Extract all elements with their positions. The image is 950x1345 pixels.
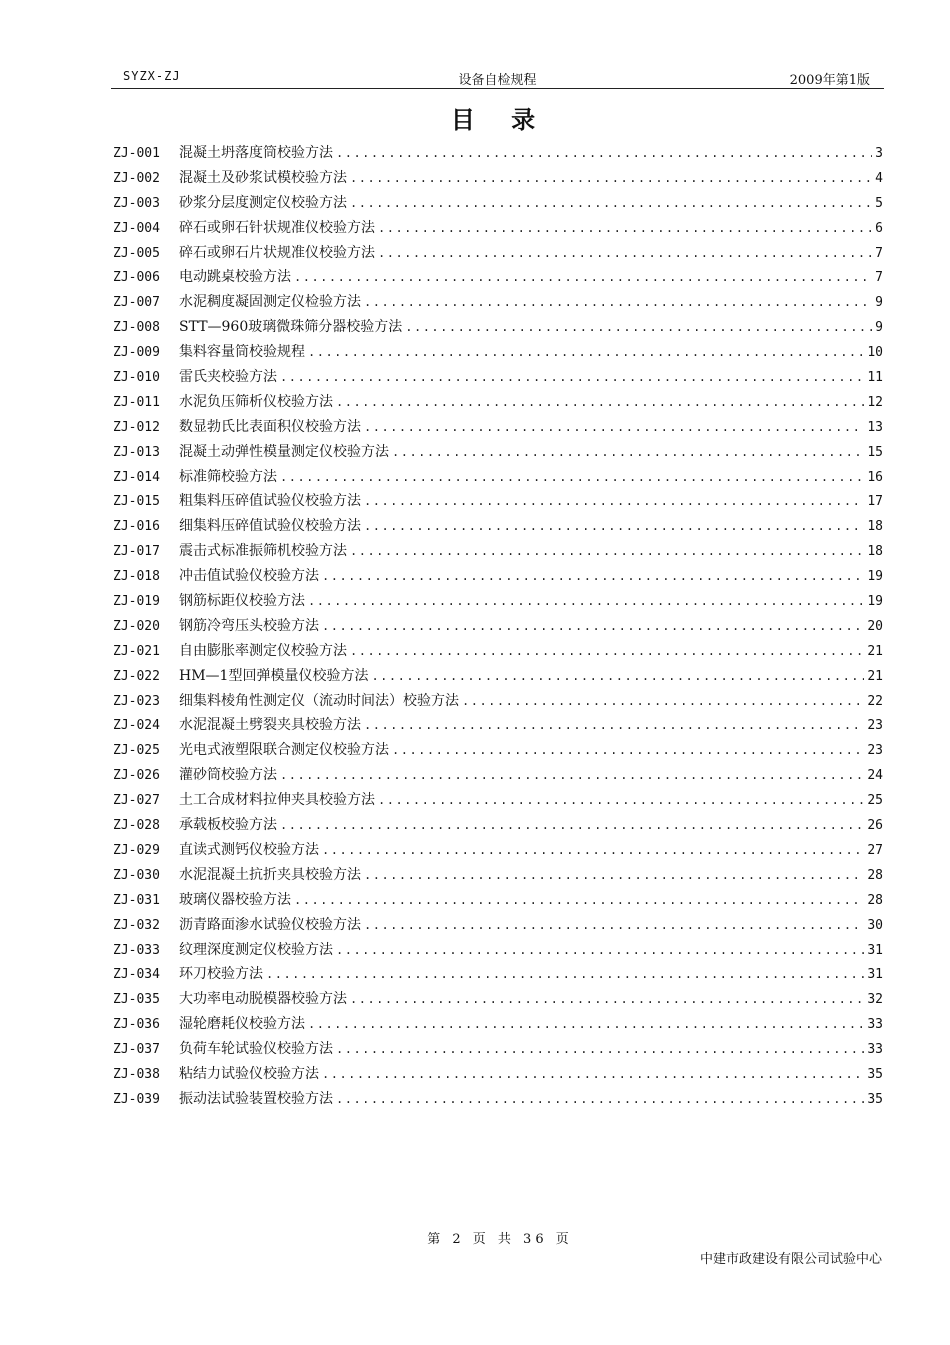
toc-entry[interactable]: [113, 962, 883, 987]
toc-entry-title: 混凝土动弹性模量测定仪校验方法: [179, 443, 389, 460]
toc-entry[interactable]: [113, 888, 883, 913]
toc-entry-code: ZJ-023: [113, 693, 160, 709]
toc-entry-page: 10: [867, 345, 883, 361]
toc-entry-code: ZJ-036: [113, 1017, 160, 1033]
toc-entry[interactable]: [113, 738, 883, 763]
toc-leader-dots: [364, 913, 864, 938]
toc-entry[interactable]: [113, 614, 883, 639]
toc-entry-code: ZJ-025: [113, 743, 160, 759]
toc-entry-code: ZJ-011: [113, 394, 160, 410]
toc-entry-code: ZJ-017: [113, 544, 160, 560]
toc-leader-dots: [336, 390, 864, 415]
toc-entry-title: 震击式标准振筛机校验方法: [179, 543, 347, 560]
toc-entry-code: ZJ-035: [113, 992, 160, 1008]
toc-leader-dots: [378, 241, 872, 266]
toc-entry[interactable]: [113, 1037, 883, 1062]
toc-entry[interactable]: [113, 1062, 883, 1087]
toc-entry-page: 5: [875, 195, 883, 211]
doc-edition: 2009年第1版: [789, 73, 870, 88]
toc-entry[interactable]: [113, 315, 883, 340]
toc-entry-page: 20: [867, 618, 883, 634]
toc-entry-page: 19: [867, 594, 883, 610]
toc-entry-title: 粘结力试验仪校验方法: [179, 1065, 319, 1082]
toc-leader-dots: [364, 489, 864, 514]
toc-entry-title: 砂浆分层度测定仪校验方法: [179, 194, 347, 211]
toc-entry-page: 13: [867, 419, 883, 435]
toc-entry-page: 19: [867, 569, 883, 585]
toc-entry-title: 水泥混凝土劈裂夹具校验方法: [179, 717, 361, 734]
toc-entry[interactable]: [113, 863, 883, 888]
toc-leader-dots: [364, 863, 864, 888]
toc-entry-page: 22: [867, 693, 883, 709]
toc-entry-page: 16: [867, 469, 883, 485]
toc-entry[interactable]: [113, 1012, 883, 1037]
toc-entry-title: 水泥混凝土抗折夹具校验方法: [179, 866, 361, 883]
toc-entry[interactable]: [113, 913, 883, 938]
toc-entry[interactable]: [113, 489, 883, 514]
toc-leader-dots: [322, 838, 864, 863]
toc-entry-page: 6: [875, 220, 883, 236]
toc-entry-title: 混凝土及砂浆试模校验方法: [179, 169, 347, 186]
toc-entry-code: ZJ-022: [113, 668, 160, 684]
organization-name: 中建市政建设有限公司试验中心: [699, 1252, 882, 1267]
toc-entry-title: 直读式测钙仪校验方法: [179, 841, 319, 858]
toc-entry-page: 28: [867, 867, 883, 883]
toc-entry-code: ZJ-020: [113, 618, 160, 634]
toc-leader-dots: [364, 713, 864, 738]
toc-entry-title: 环刀校验方法: [179, 966, 263, 983]
toc-entry[interactable]: [113, 689, 883, 714]
toc-entry-page: 18: [867, 544, 883, 560]
toc-leader-dots: [294, 265, 872, 290]
toc-entry-page: 25: [867, 793, 883, 809]
toc-leader-dots: [350, 166, 872, 191]
toc-entry-title: 碎石或卵石片状规准仪校验方法: [179, 244, 375, 261]
toc-leader-dots: [308, 589, 864, 614]
toc-entry-code: ZJ-018: [113, 569, 160, 585]
toc-entry[interactable]: [113, 564, 883, 589]
toc-entry-code: ZJ-034: [113, 967, 160, 983]
toc-entry-page: 32: [867, 992, 883, 1008]
toc-entry[interactable]: [113, 539, 883, 564]
toc-entry[interactable]: [113, 763, 883, 788]
page-title: 目 录: [450, 106, 550, 134]
toc-leader-dots: [322, 1062, 864, 1087]
toc-entry[interactable]: [113, 465, 883, 490]
page-header: [111, 66, 884, 89]
table-of-contents: [113, 141, 883, 1112]
toc-entry-code: ZJ-010: [113, 370, 160, 386]
toc-entry[interactable]: [113, 340, 883, 365]
toc-entry-title: 承载板校验方法: [179, 817, 277, 834]
toc-entry-title: 灌砂筒校验方法: [179, 767, 277, 784]
toc-entry-title: 粗集料压碎值试验仪校验方法: [179, 493, 361, 510]
toc-entry-title: 混凝土坍落度筒校验方法: [179, 145, 333, 161]
toc-entry-title: 细集料棱角性测定仪（流动时间法）校验方法: [179, 692, 459, 709]
toc-entry-page: 35: [867, 1091, 883, 1107]
toc-entry[interactable]: [113, 813, 883, 838]
toc-entry-title: 光电式液塑限联合测定仪校验方法: [179, 742, 389, 759]
toc-leader-dots: [280, 365, 864, 390]
toc-entry-title: 湿轮磨耗仪校验方法: [179, 1016, 305, 1033]
toc-entry-page: 17: [867, 494, 883, 510]
toc-leader-dots: [336, 141, 872, 166]
toc-entry[interactable]: [113, 290, 883, 315]
toc-entry[interactable]: [113, 589, 883, 614]
toc-leader-dots: [405, 315, 872, 340]
toc-entry-page: 7: [875, 270, 883, 286]
toc-entry-code: ZJ-004: [113, 220, 160, 236]
toc-entry[interactable]: [113, 265, 883, 290]
toc-entry-title: 碎石或卵石针状规准仪校验方法: [179, 219, 375, 236]
toc-leader-dots: [378, 216, 872, 241]
toc-entry-page: 9: [875, 295, 883, 311]
toc-entry[interactable]: [113, 1087, 883, 1112]
toc-entry-code: ZJ-003: [113, 195, 160, 211]
toc-entry-title: 水泥稠度凝固测定仪检验方法: [179, 294, 361, 311]
toc-entry-page: 35: [867, 1066, 883, 1082]
toc-entry-title: 数显勃氏比表面积仪校验方法: [179, 418, 361, 435]
toc-leader-dots: [350, 987, 864, 1012]
toc-entry-page: 21: [867, 643, 883, 659]
toc-entry[interactable]: [113, 664, 883, 689]
toc-entry-page: 23: [867, 743, 883, 759]
toc-entry[interactable]: [113, 938, 883, 963]
toc-entry-code: ZJ-039: [113, 1091, 160, 1107]
toc-leader-dots: [462, 689, 864, 714]
toc-entry-code: ZJ-014: [113, 469, 160, 485]
toc-entry[interactable]: [113, 788, 883, 813]
toc-entry-title: 雷氏夹校验方法: [179, 369, 277, 386]
toc-entry-code: ZJ-012: [113, 419, 160, 435]
toc-entry-page: 28: [867, 892, 883, 908]
doc-code: SYZX-ZJ: [123, 69, 181, 83]
toc-entry-title: 钢筋标距仪校验方法: [179, 593, 305, 610]
toc-entry-code: ZJ-001: [113, 146, 160, 161]
toc-leader-dots: [266, 962, 864, 987]
toc-entry[interactable]: [113, 365, 883, 390]
toc-entry-title: 玻璃仪器校验方法: [179, 891, 291, 908]
toc-leader-dots: [336, 1087, 864, 1112]
toc-entry[interactable]: [113, 241, 883, 266]
toc-entry-code: ZJ-028: [113, 818, 160, 834]
toc-entry-code: ZJ-019: [113, 594, 160, 610]
toc-entry-code: ZJ-024: [113, 718, 160, 734]
toc-entry-code: ZJ-015: [113, 494, 160, 510]
toc-entry[interactable]: [113, 713, 883, 738]
toc-entry[interactable]: [113, 216, 883, 241]
toc-entry-code: ZJ-038: [113, 1066, 160, 1082]
toc-entry-title: 标准筛校验方法: [179, 468, 277, 485]
toc-entry-page: 18: [867, 519, 883, 535]
toc-entry-page: 4: [875, 170, 883, 186]
toc-entry-title: 水泥负压筛析仪校验方法: [179, 393, 333, 410]
toc-leader-dots: [280, 465, 864, 490]
toc-entry-page: 26: [867, 818, 883, 834]
toc-leader-dots: [322, 564, 864, 589]
toc-entry-code: ZJ-016: [113, 519, 160, 535]
toc-entry-code: ZJ-030: [113, 867, 160, 883]
toc-entry-page: 21: [867, 668, 883, 684]
toc-entry-page: 27: [867, 842, 883, 858]
toc-entry-title: STT—960玻璃微珠筛分器校验方法: [179, 319, 403, 336]
toc-entry-page: 31: [867, 942, 883, 958]
toc-entry-page: 33: [867, 1017, 883, 1033]
toc-entry-page: 15: [867, 444, 883, 460]
toc-entry-title: 沥青路面渗水试验仪校验方法: [179, 916, 361, 933]
toc-entry-page: 7: [875, 245, 883, 261]
toc-entry-page: 24: [867, 768, 883, 784]
toc-entry-code: ZJ-013: [113, 444, 160, 460]
page-number: 第 2 页 共 36 页: [427, 1232, 573, 1247]
toc-entry-title: 纹理深度测定仪校验方法: [179, 941, 333, 958]
toc-entry-code: ZJ-002: [113, 170, 160, 186]
toc-leader-dots: [280, 813, 864, 838]
toc-leader-dots: [322, 614, 864, 639]
toc-entry-title: 电动跳桌校验方法: [179, 269, 291, 286]
toc-entry-code: ZJ-031: [113, 892, 160, 908]
toc-entry-code: ZJ-026: [113, 768, 160, 784]
toc-entry-page: 9: [875, 320, 883, 336]
toc-leader-dots: [392, 738, 864, 763]
toc-entry[interactable]: [113, 987, 883, 1012]
toc-entry-page: 12: [867, 394, 883, 410]
toc-entry[interactable]: [113, 639, 883, 664]
toc-leader-dots: [350, 539, 864, 564]
toc-entry[interactable]: [113, 415, 883, 440]
toc-entry-page: 11: [867, 370, 883, 386]
toc-entry-title: 大功率电动脱模器校验方法: [179, 991, 347, 1008]
toc-entry[interactable]: [113, 838, 883, 863]
toc-entry[interactable]: [113, 440, 883, 465]
toc-entry-code: ZJ-008: [113, 320, 160, 336]
toc-entry-code: ZJ-007: [113, 295, 160, 311]
toc-entry-code: ZJ-006: [113, 270, 160, 286]
toc-entry-code: ZJ-027: [113, 793, 160, 809]
toc-entry-title: 细集料压碎值试验仪校验方法: [179, 518, 361, 535]
toc-entry-page: 31: [867, 967, 883, 983]
toc-leader-dots: [350, 191, 872, 216]
toc-leader-dots: [392, 440, 864, 465]
toc-leader-dots: [336, 938, 864, 963]
toc-leader-dots: [364, 290, 872, 315]
toc-entry-code: ZJ-037: [113, 1042, 160, 1058]
toc-entry-title: 集料容量筒校验规程: [179, 344, 305, 361]
toc-entry[interactable]: [113, 390, 883, 415]
toc-entry-page: 3: [875, 146, 883, 161]
toc-entry-page: 30: [867, 917, 883, 933]
toc-entry-code: ZJ-021: [113, 643, 160, 659]
toc-leader-dots: [350, 639, 864, 664]
toc-leader-dots: [364, 514, 864, 539]
toc-entry-title: HM—1型回弹模量仪校验方法: [179, 667, 369, 684]
toc-entry[interactable]: [113, 191, 883, 216]
toc-entry-title: 土工合成材料拉伸夹具校验方法: [179, 792, 375, 809]
toc-entry-title: 负荷车轮试验仪校验方法: [179, 1041, 333, 1058]
toc-entry[interactable]: [113, 514, 883, 539]
toc-entry-page: 23: [867, 718, 883, 734]
toc-leader-dots: [280, 763, 864, 788]
toc-leader-dots: [364, 415, 864, 440]
toc-leader-dots: [371, 664, 864, 689]
toc-entry-code: ZJ-033: [113, 942, 160, 958]
toc-leader-dots: [336, 1037, 864, 1062]
toc-entry-title: 自由膨胀率测定仪校验方法: [179, 642, 347, 659]
toc-entry-page: 33: [867, 1042, 883, 1058]
toc-entry-title: 冲击值试验仪校验方法: [179, 568, 319, 585]
toc-entry-code: ZJ-009: [113, 345, 160, 361]
toc-entry-code: ZJ-029: [113, 842, 160, 858]
toc-leader-dots: [378, 788, 864, 813]
toc-leader-dots: [308, 1012, 864, 1037]
doc-name: 设备自检规程: [458, 73, 537, 88]
toc-entry-title: 振动法试验装置校验方法: [179, 1090, 333, 1107]
toc-leader-dots: [308, 340, 864, 365]
toc-entry-title: 钢筋冷弯压头校验方法: [179, 617, 319, 634]
toc-entry[interactable]: [113, 166, 883, 191]
toc-entry[interactable]: [113, 141, 883, 166]
toc-entry-code: ZJ-005: [113, 245, 160, 261]
toc-entry-code: ZJ-032: [113, 917, 160, 933]
toc-leader-dots: [294, 888, 864, 913]
